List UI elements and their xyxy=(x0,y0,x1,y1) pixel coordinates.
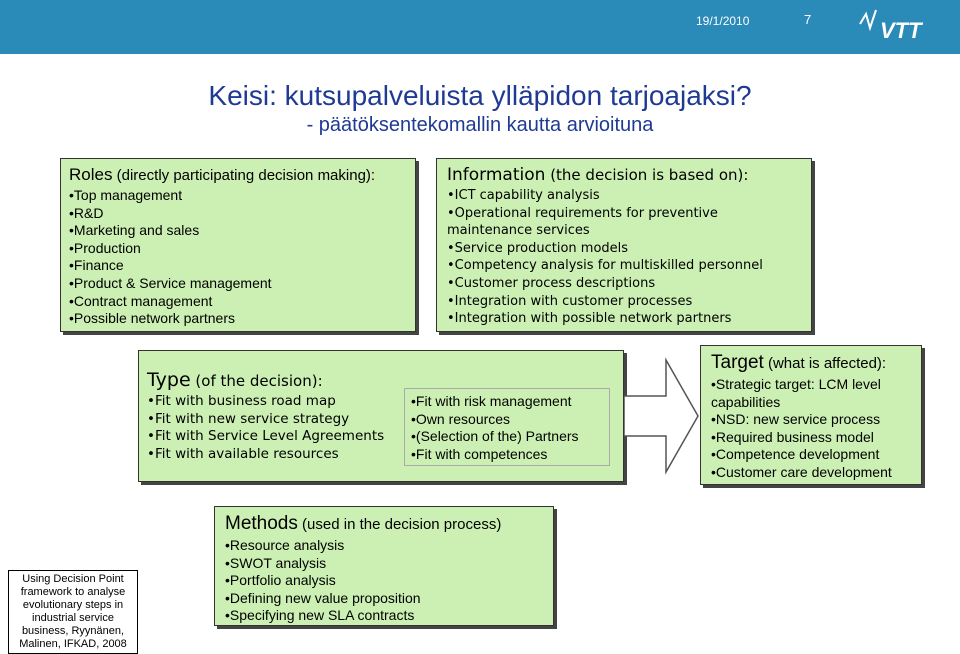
list-item: • SWOT analysis xyxy=(225,555,543,573)
title-main: Keisi: kutsupalveluista ylläpidon tarjoajaksi? xyxy=(208,80,752,111)
target-list xyxy=(711,376,911,482)
fit-list xyxy=(411,393,603,463)
list-item: • Finance xyxy=(69,257,407,275)
list-item: • Marketing and sales xyxy=(69,222,407,240)
arrow-right-icon xyxy=(624,350,700,482)
list-item: • Fit with risk management xyxy=(411,393,603,411)
roles-list xyxy=(69,187,407,328)
list-item: • Customer care development xyxy=(711,464,911,482)
methods-heading xyxy=(225,513,543,535)
methods-title: Methods xyxy=(225,513,298,534)
target-title: Target xyxy=(711,352,764,373)
information-heading xyxy=(447,165,801,185)
list-item: • Top management xyxy=(69,187,407,205)
list-item: • Fit with business road map xyxy=(147,393,615,411)
list-item: • Resource analysis xyxy=(225,537,543,555)
list-item: • Service production models xyxy=(447,240,801,258)
list-item: • Contract management xyxy=(69,293,407,311)
target-note: (what is affected): xyxy=(767,355,887,372)
methods-box xyxy=(214,506,554,626)
information-note: (the decision is based on): xyxy=(550,166,749,184)
methods-note: (used in the decision process) xyxy=(302,516,502,533)
vtt-logo-text: VTT xyxy=(880,18,922,43)
roles-note: (directly participating decision making): xyxy=(116,167,376,184)
list-item: • Strategic target: LCM level capabilities xyxy=(711,376,911,411)
header-bar xyxy=(0,0,960,54)
roles-title: Roles xyxy=(69,165,113,184)
list-item: • Own resources xyxy=(411,411,603,429)
list-item: • Competency analysis for multiskilled personnel xyxy=(447,257,801,275)
slide-number: 7 xyxy=(804,12,812,27)
list-item: • Integration with possible network partners xyxy=(447,310,801,328)
roles-heading xyxy=(69,165,407,185)
list-item: • NSD: new service process xyxy=(711,411,911,429)
list-item: • Customer process descriptions xyxy=(447,275,801,293)
list-item: • (Selection of the) Partners xyxy=(411,428,603,446)
reference-note: Using Decision Point framework to analyse evolutionary steps in industrial service business, Ryynänen, Malinen, IFKAD, 2008 xyxy=(8,570,138,654)
information-title: Information xyxy=(447,165,546,185)
list-item: • Portfolio analysis xyxy=(225,572,543,590)
type-title: Type xyxy=(147,369,191,391)
title-subtitle: - päätöksentekomallin kautta arvioituna xyxy=(306,114,654,136)
list-item: • Possible network partners xyxy=(69,310,407,328)
list-item: • R&D xyxy=(69,205,407,223)
list-item: • Required business model xyxy=(711,429,911,447)
list-item: • Fit with competences xyxy=(411,446,603,464)
slide-date: 19/1/2010 xyxy=(696,14,750,28)
list-item: • Fit with Service Level Agreements xyxy=(147,428,615,446)
methods-list xyxy=(225,537,543,625)
information-list xyxy=(447,187,801,328)
list-item: • Specifying new SLA contracts xyxy=(225,607,543,625)
information-box xyxy=(436,158,812,332)
vtt-logo xyxy=(858,6,946,46)
list-item: • Competence development xyxy=(711,446,911,464)
target-box xyxy=(700,345,922,485)
roles-box xyxy=(60,158,416,332)
target-heading xyxy=(711,352,911,374)
slide-title xyxy=(0,80,960,137)
type-note: (of the decision): xyxy=(195,372,323,390)
list-item: • Fit with new service strategy xyxy=(147,411,615,429)
list-item: • Product & Service management xyxy=(69,275,407,293)
list-item: • Operational requirements for preventive maintenance services xyxy=(447,205,801,240)
list-item: • Defining new value proposition xyxy=(225,590,543,608)
list-item: • Production xyxy=(69,240,407,258)
list-item: • Integration with customer processes xyxy=(447,293,801,311)
list-item: • ICT capability analysis xyxy=(447,187,801,205)
fit-box xyxy=(404,388,610,466)
list-item: • Fit with available resources xyxy=(147,446,615,464)
